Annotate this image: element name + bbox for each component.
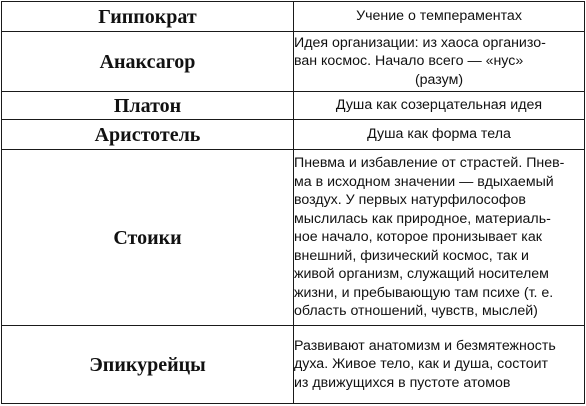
description-line: ное начало, которое пронизывает как: [294, 229, 542, 246]
philosopher-name: Гиппократ: [2, 2, 294, 32]
philosopher-description: [294, 32, 585, 92]
description-line: Пневма и избавление от страстей. Пнев-: [294, 155, 565, 172]
philosopher-description: [294, 326, 585, 404]
table-row: [2, 32, 585, 92]
description-line: Душа как созерцательная идея: [335, 97, 543, 114]
description-line: воздух. У первых натурфилософов: [294, 192, 526, 209]
description-line: живой организм, служащий носителем: [294, 266, 549, 283]
philosopher-name: Платон: [2, 92, 294, 120]
table-row: [2, 120, 585, 150]
table-row: [2, 150, 585, 326]
description-line: Душа как форма тела: [367, 126, 511, 143]
description-line: внешний, физический космос, так и: [294, 247, 529, 264]
description-line: жизни, и пребывающую там психе (т. е.: [294, 284, 554, 301]
description-line: мыслилась как природное, материаль-: [294, 210, 551, 227]
description-line: область отношений, чувств, мыслей): [294, 303, 538, 320]
philosopher-description: [294, 2, 585, 32]
description-line: Учение о темпераментах: [356, 8, 522, 25]
description-line: ма в исходном значении — вдыхаемый: [294, 173, 554, 190]
table-row: [2, 326, 585, 404]
description-line: из движущихся в пустоте атомов: [294, 374, 511, 391]
table-row: [2, 2, 585, 32]
description-line: (разум): [414, 71, 464, 88]
philosopher-description: [294, 150, 585, 326]
philosopher-description: [294, 92, 585, 120]
description-line: Развивают анатомизм и безмятежность: [294, 337, 556, 354]
description-line: ван космос. Начало всего — «нус»: [294, 53, 524, 70]
philosopher-name: Стоики: [2, 150, 294, 326]
philosopher-name: Аристотель: [2, 120, 294, 150]
table-row: [2, 92, 585, 120]
description-line: духа. Живое тело, как и душа, состоит: [294, 356, 549, 373]
philosophers-table: [1, 1, 585, 404]
philosopher-description: [294, 120, 585, 150]
philosopher-name: Анаксагор: [2, 32, 294, 92]
philosopher-name: Эпикурейцы: [2, 326, 294, 404]
description-line: Идея организации: из хаоса организо-: [294, 34, 546, 51]
